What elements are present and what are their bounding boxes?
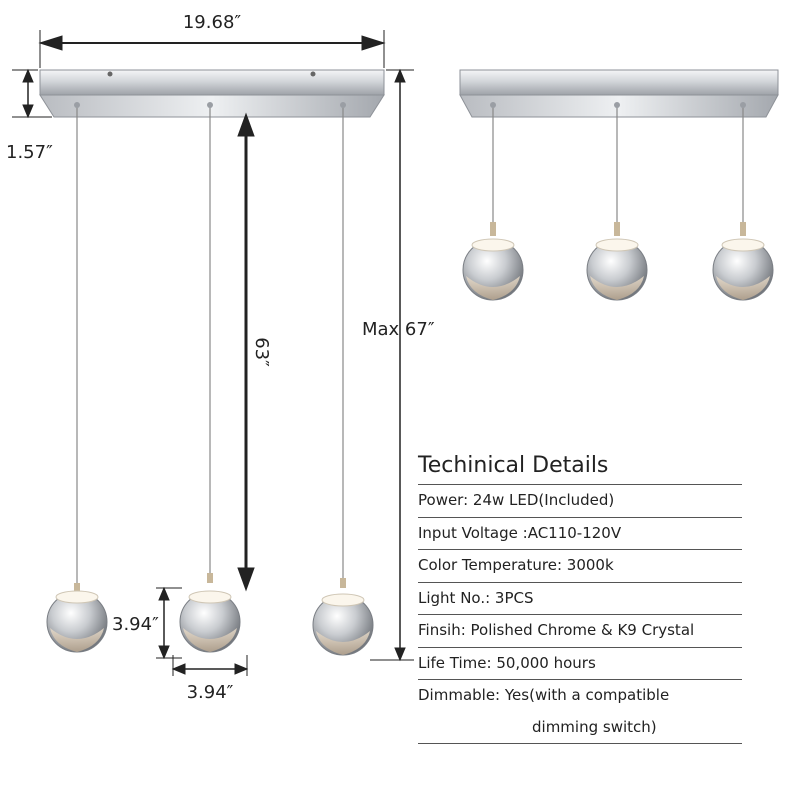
globe-height-label: 3.94″ (112, 614, 159, 635)
globe-width-label: 3.94″ (186, 682, 234, 703)
canopy-width-label: 19.68″ (182, 12, 242, 33)
technical-details-title: Techinical Details (418, 453, 609, 478)
canopy (40, 70, 384, 95)
cord-length-label: 63″ (251, 337, 272, 367)
spec-row: Color Temperature: 3000k (418, 556, 614, 574)
spec-row: Life Time: 50,000 hours (418, 653, 596, 672)
globe-pendant (47, 583, 107, 652)
spec-row: Light No.: 3PCS (418, 588, 534, 607)
product-fixture (460, 70, 778, 300)
technical-details-table (418, 448, 742, 744)
canopy-height-label: 1.57″ (6, 142, 53, 163)
globe-pendant (463, 222, 523, 300)
divider (418, 743, 742, 744)
spec-row-continuation: dimming switch) (532, 717, 657, 736)
canopy (460, 70, 778, 95)
max-height-label: Max 67″ (362, 319, 435, 340)
spec-row: Finsih: Polished Chrome & K9 Crystal (418, 621, 695, 639)
globe-pendant (713, 222, 773, 300)
canopy-screw (108, 72, 113, 77)
spec-row: Input Voltage :AC110-120V (418, 523, 622, 542)
globe-pendant (180, 573, 240, 652)
spec-row: Dimmable: Yes(with a compatible (418, 686, 670, 704)
globe-pendant (313, 578, 373, 655)
spec-row: Power: 24w LED(Included) (418, 491, 615, 509)
globe-pendant (587, 222, 647, 300)
main-fixture (40, 70, 384, 655)
canopy-screw (311, 72, 316, 77)
